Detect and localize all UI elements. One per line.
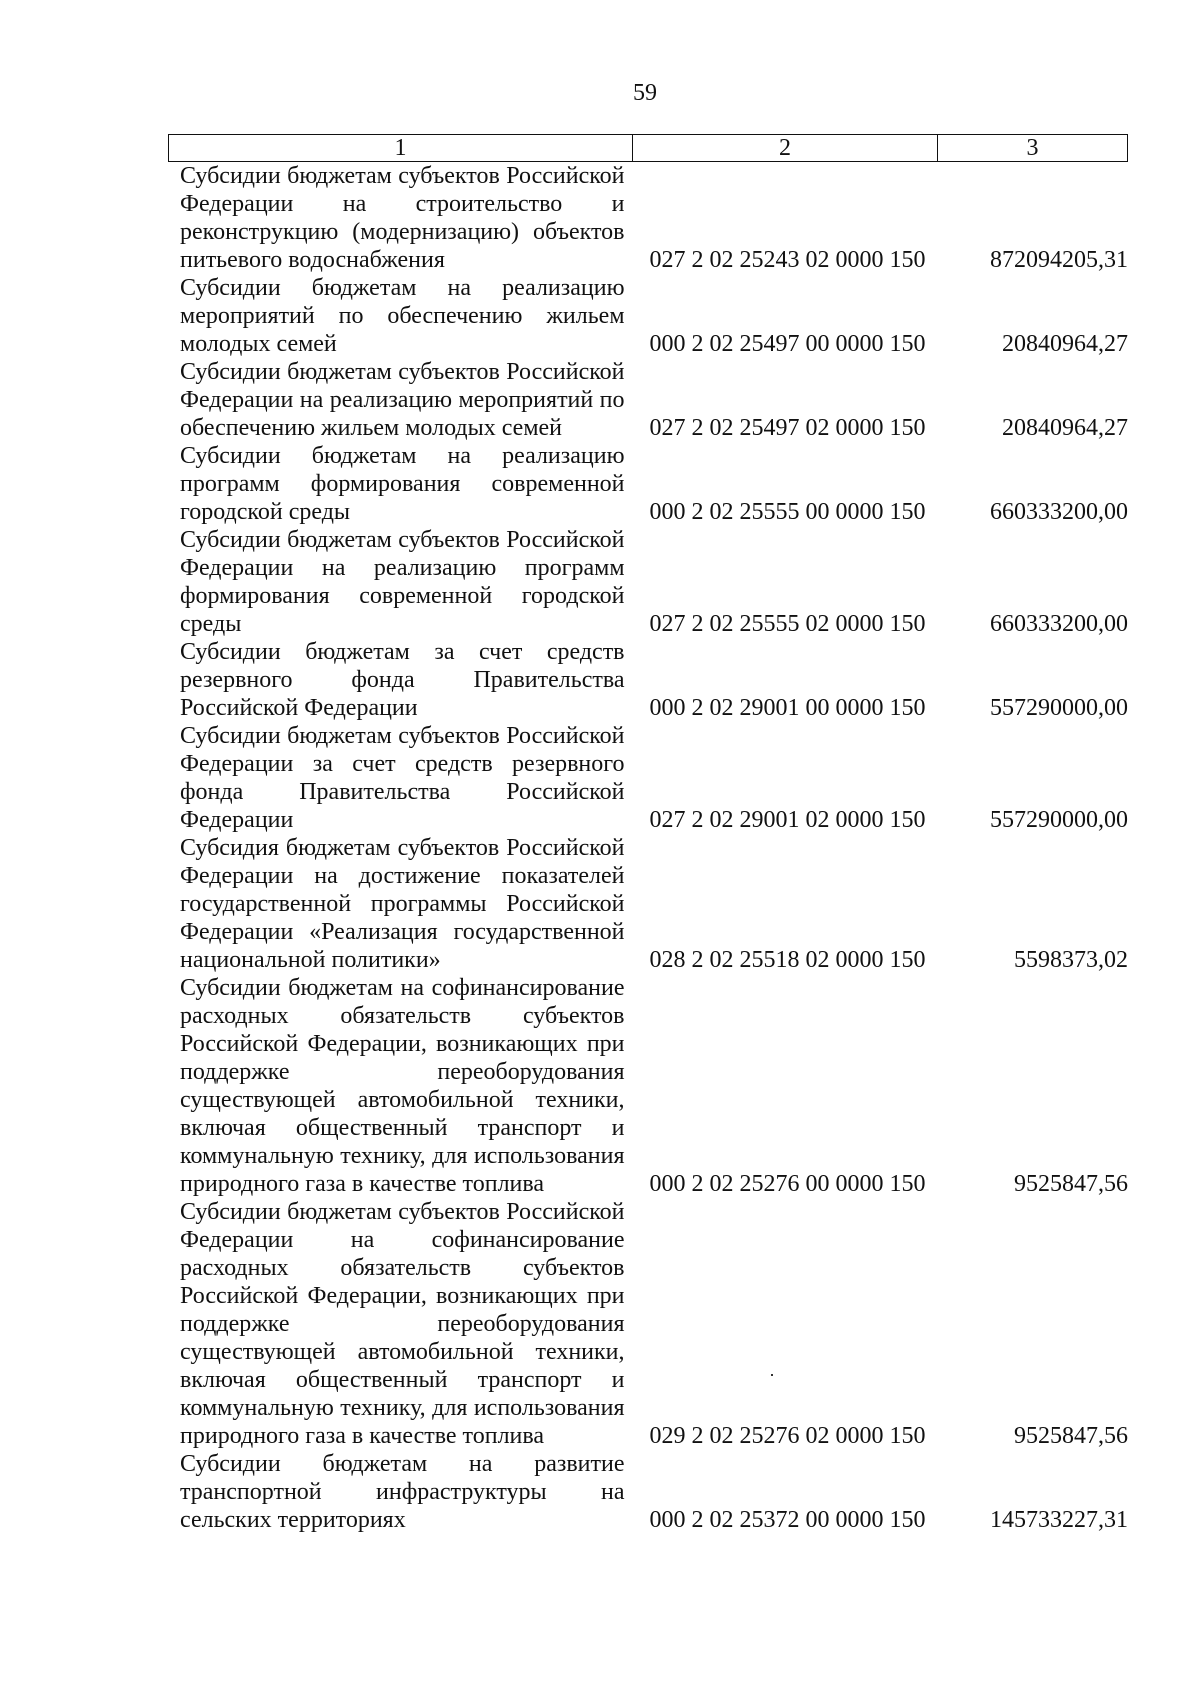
row-code: 000 2 02 25497 00 0000 150 <box>649 331 926 357</box>
row-code: 027 2 02 25555 02 0000 150 <box>649 611 926 637</box>
column-header-2: 2 <box>633 135 938 161</box>
row-amount: 557290000,00 <box>990 807 1128 833</box>
row-code: 000 2 02 25276 00 0000 150 <box>649 1171 926 1197</box>
row-amount: 872094205,31 <box>990 247 1128 273</box>
row-code: 027 2 02 25497 02 0000 150 <box>649 415 926 441</box>
column-header-3: 3 <box>1026 135 1039 161</box>
table-row <box>168 162 1128 274</box>
row-code: 029 2 02 25276 02 0000 150 <box>649 1423 926 1449</box>
row-name: Субсидия бюджетам субъектов Российской Федерации на достижение показателей государственной программы Российской Федерации «Реализация государственной национальной политики» <box>180 835 625 973</box>
table-row <box>168 526 1128 638</box>
table-row <box>168 1198 1128 1450</box>
row-name: Субсидии бюджетам на софинансирование расходных обязательств субъектов Российской Федерации, возникающих при поддержке переоборудования существующей автомобильной техники, включая общественный транспорт и коммунальную технику, для использования природного газа в качестве топлива <box>180 975 625 1197</box>
row-amount: 145733227,31 <box>990 1507 1128 1533</box>
page-number: 59 <box>633 80 657 106</box>
table-row <box>168 974 1128 1198</box>
row-code: 000 2 02 25555 00 0000 150 <box>649 499 926 525</box>
row-amount: 5598373,02 <box>1014 947 1128 973</box>
row-name: Субсидии бюджетам субъектов Российской Федерации на реализацию программ формирования современной городской среды <box>180 527 625 637</box>
budget-table <box>168 134 1128 1534</box>
scan-speck <box>771 1374 773 1376</box>
row-name: Субсидии бюджетам за счет средств резервного фонда Правительства Российской Федерации <box>180 639 625 721</box>
table-header <box>168 134 1128 162</box>
row-amount: 20840964,27 <box>1002 415 1128 441</box>
table-row <box>168 442 1128 526</box>
row-name: Субсидии бюджетам субъектов Российской Федерации за счет средств резервного фонда Правительства Российской Федерации <box>180 723 625 833</box>
table-row <box>168 358 1128 442</box>
row-code: 028 2 02 25518 02 0000 150 <box>649 947 926 973</box>
table-row <box>168 1450 1128 1534</box>
table-row <box>168 638 1128 722</box>
row-name: Субсидии бюджетам на реализацию мероприятий по обеспечению жильем молодых семей <box>180 275 625 357</box>
row-amount: 660333200,00 <box>990 499 1128 525</box>
row-amount: 9525847,56 <box>1014 1423 1128 1449</box>
column-header-1: 1 <box>169 135 633 161</box>
table-row <box>168 274 1128 358</box>
row-name: Субсидии бюджетам на реализацию программ формирования современной городской среды <box>180 443 625 525</box>
row-name: Субсидии бюджетам на развитие транспортной инфраструктуры на сельских территориях <box>180 1451 625 1533</box>
row-name: Субсидии бюджетам субъектов Российской Федерации на реализацию мероприятий по обеспечению жильем молодых семей <box>180 359 625 441</box>
row-name: Субсидии бюджетам субъектов Российской Федерации на софинансирование расходных обязательств субъектов Российской Федерации, возникающих при поддержке переоборудования существующей автомобильной техники, включая общественный транспорт и коммунальную технику, для использования природного газа в качестве топлива <box>180 1199 625 1449</box>
row-amount: 660333200,00 <box>990 611 1128 637</box>
row-code: 000 2 02 25372 00 0000 150 <box>649 1507 926 1533</box>
row-amount: 557290000,00 <box>990 695 1128 721</box>
row-code: 027 2 02 29001 02 0000 150 <box>649 807 926 833</box>
row-code: 027 2 02 25243 02 0000 150 <box>649 247 926 273</box>
table-row <box>168 834 1128 974</box>
row-amount: 9525847,56 <box>1014 1171 1128 1197</box>
row-amount: 20840964,27 <box>1002 331 1128 357</box>
table-row <box>168 722 1128 834</box>
row-code: 000 2 02 29001 00 0000 150 <box>649 695 926 721</box>
row-name: Субсидии бюджетам субъектов Российской Федерации на строительство и реконструкцию (модернизацию) объектов питьевого водоснабжения <box>180 163 625 273</box>
